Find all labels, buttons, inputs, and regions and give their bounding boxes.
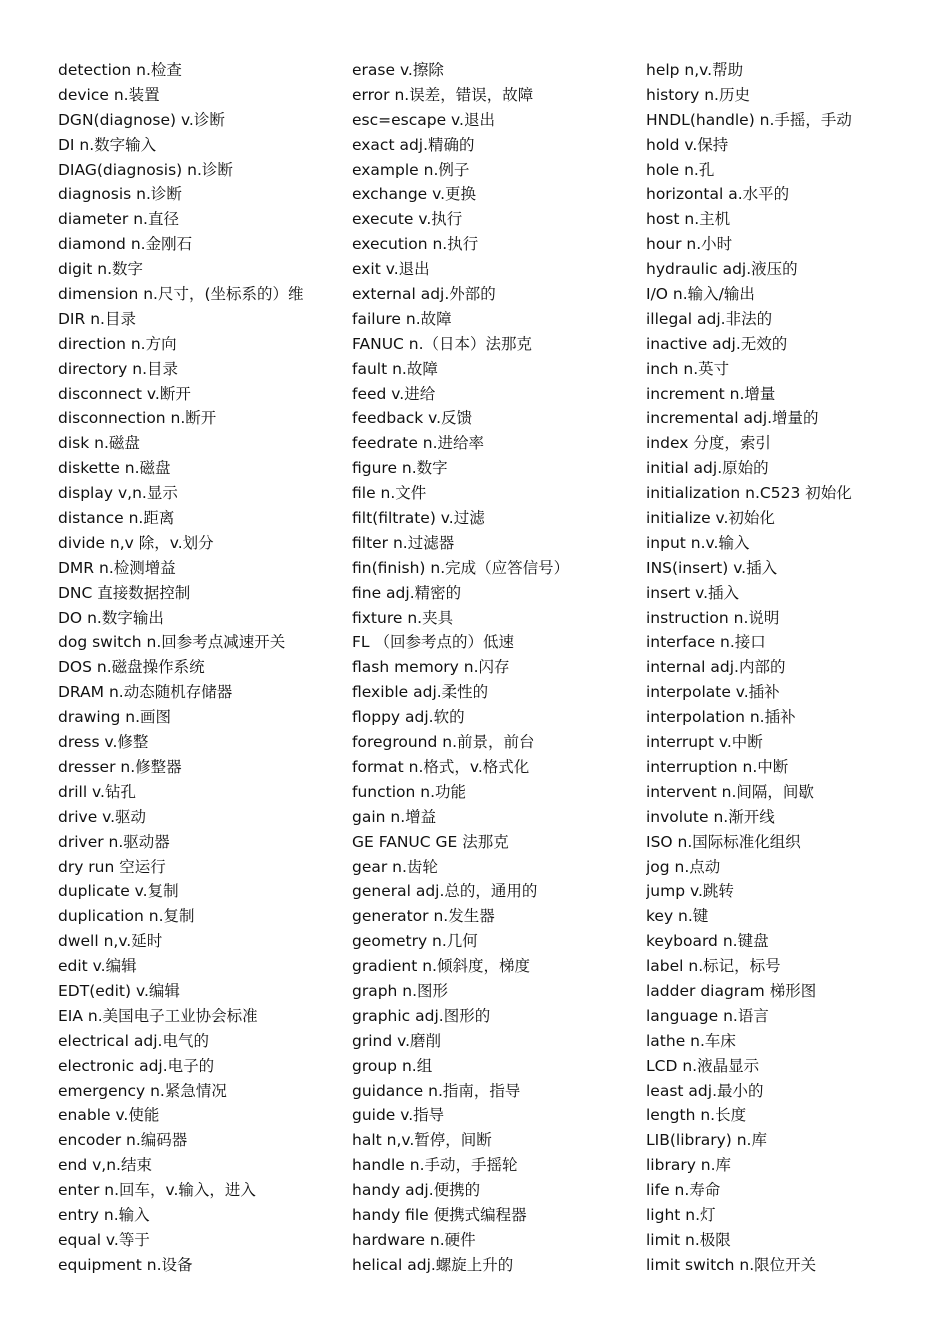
glossary-entry: filt(filtrate) v.过滤 <box>352 509 485 528</box>
glossary-entry: FL （回参考点的）低速 <box>352 633 514 652</box>
glossary-entry: entry n.输入 <box>58 1205 150 1224</box>
glossary-entry: error n.误差，错误，故障 <box>352 85 534 104</box>
glossary-entry: initial adj.原始的 <box>646 459 769 478</box>
glossary-entry: label n.标记，标号 <box>646 957 781 976</box>
glossary-entry: equipment n.设备 <box>58 1255 193 1274</box>
glossary-entry: hold v.保持 <box>646 135 729 154</box>
glossary-entry: LIB(library) n.库 <box>646 1131 767 1150</box>
glossary-entry: HNDL(handle) n.手摇，手动 <box>646 110 852 129</box>
glossary-entry: execution n.执行 <box>352 235 479 254</box>
glossary-entry: dresser n.修整器 <box>58 757 182 776</box>
glossary-entry: execute v.执行 <box>352 210 463 229</box>
glossary-entry: exchange v.更换 <box>352 185 477 204</box>
glossary-entry: enable v.使能 <box>58 1106 160 1125</box>
glossary-entry: function n.功能 <box>352 782 466 801</box>
glossary-entry: digit n.数字 <box>58 260 144 279</box>
glossary-entry: lathe n.车床 <box>646 1031 736 1050</box>
glossary-entry: interruption n.中断 <box>646 757 789 776</box>
glossary-entry: exact adj.精确的 <box>352 135 475 154</box>
glossary-entry: feedback v.反馈 <box>352 409 473 428</box>
glossary-entry: direction n.方向 <box>58 334 177 353</box>
glossary-entry: initialize v.初始化 <box>646 509 775 528</box>
glossary-entry: generator n.发生器 <box>352 907 495 926</box>
glossary-entry: interpolation n.插补 <box>646 708 796 727</box>
glossary-entry: instruction n.说明 <box>646 608 780 627</box>
glossary-entry: fixture n.夹具 <box>352 608 454 627</box>
glossary-entry: light n.灯 <box>646 1205 716 1224</box>
glossary-entry: library n.库 <box>646 1156 732 1175</box>
glossary-entry: GE FANUC GE 法那克 <box>352 832 509 851</box>
glossary-entry: keyboard n.键盘 <box>646 932 769 951</box>
glossary-entry: diamond n.金刚石 <box>58 235 193 254</box>
glossary-entry: hole n.孔 <box>646 160 715 179</box>
glossary-entry: dimension n.尺寸，(坐标系的）维 <box>58 285 304 304</box>
glossary-entry: diskette n.磁盘 <box>58 459 171 478</box>
glossary-entry: ladder diagram 梯形图 <box>646 981 817 1000</box>
glossary-entry: dress v.修整 <box>58 733 149 752</box>
glossary-entry: gradient n.倾斜度，梯度 <box>352 957 530 976</box>
glossary-entry: I/O n.输入/输出 <box>646 285 755 304</box>
glossary-entry: graphic adj.图形的 <box>352 1006 491 1025</box>
glossary-entry: foreground n.前景，前台 <box>352 733 535 752</box>
glossary-entry: host n.主机 <box>646 210 731 229</box>
glossary-entry: limit n.极限 <box>646 1230 731 1249</box>
glossary-entry: DOS n.磁盘操作系统 <box>58 658 205 677</box>
glossary-entry: LCD n.液晶显示 <box>646 1056 760 1075</box>
glossary-entry: figure n.数字 <box>352 459 448 478</box>
glossary-entry: duplicate v.复制 <box>58 882 179 901</box>
glossary-entry: inch n.英寸 <box>646 359 730 378</box>
glossary-entry: handle n.手动，手摇轮 <box>352 1156 518 1175</box>
glossary-entry: hour n.小时 <box>646 235 733 254</box>
glossary-column-3 <box>646 58 934 1278</box>
glossary-entry: gear n.齿轮 <box>352 857 438 876</box>
glossary-entry: horizontal a.水平的 <box>646 185 790 204</box>
glossary-entry: insert v.插入 <box>646 583 740 602</box>
glossary-entry: driver n.驱动器 <box>58 832 170 851</box>
glossary-entry: fine adj.精密的 <box>352 583 462 602</box>
glossary-entry: detection n.检查 <box>58 61 182 79</box>
glossary-entry: key n.键 <box>646 907 709 926</box>
glossary-entry: jump v.跳转 <box>646 882 734 901</box>
glossary-entry: file n.文件 <box>352 484 427 503</box>
glossary-entry: equal v.等于 <box>58 1230 150 1249</box>
glossary-entry: geometry n.几何 <box>352 932 478 951</box>
glossary-entry: DNC 直接数据控制 <box>58 583 191 602</box>
glossary-entry: gain n.增益 <box>352 807 437 826</box>
glossary-entry: guide v.指导 <box>352 1106 445 1125</box>
glossary-entry: electronic adj.电子的 <box>58 1056 215 1075</box>
glossary-entry: grind v.磨削 <box>352 1031 442 1050</box>
glossary-entry: distance n.距离 <box>58 509 175 528</box>
glossary-entry: general adj.总的，通用的 <box>352 882 538 901</box>
glossary-entry: diagnosis n.诊断 <box>58 185 182 204</box>
glossary-entry: input n.v.输入 <box>646 533 750 552</box>
glossary-entry: example n.例子 <box>352 160 470 179</box>
glossary-entry: language n.语言 <box>646 1006 769 1025</box>
glossary-entry: graph n.图形 <box>352 981 449 1000</box>
glossary-entry: format n.格式，v.格式化 <box>352 757 530 776</box>
glossary-entry: EIA n.美国电子工业协会标准 <box>58 1006 258 1025</box>
glossary-entry: handy file 便携式编程器 <box>352 1205 527 1224</box>
glossary-entry: edit v.编辑 <box>58 957 137 976</box>
glossary-entry: electrical adj.电气的 <box>58 1031 209 1050</box>
glossary-entry: floppy adj.软的 <box>352 708 465 727</box>
glossary-entry: drive v.驱动 <box>58 807 147 826</box>
glossary-entry: enter n.回车，v.输入，进入 <box>58 1181 256 1200</box>
glossary-entry: feedrate n.进给率 <box>352 434 485 453</box>
glossary-entry: index 分度，索引 <box>646 434 771 453</box>
glossary-entry: disconnection n.断开 <box>58 409 217 428</box>
glossary-entry: inactive adj.无效的 <box>646 334 788 353</box>
glossary-entry: FANUC n.（日本）法那克 <box>352 334 533 353</box>
glossary-entry: history n.历史 <box>646 85 750 104</box>
glossary-entry: DO n.数字输出 <box>58 608 164 627</box>
glossary-entry: INS(insert) v.插入 <box>646 558 778 577</box>
glossary-entry: dry run 空运行 <box>58 857 166 876</box>
glossary-entry: ISO n.国际标准化组织 <box>646 832 801 851</box>
glossary-entry: fin(finish) n.完成（应答信号） <box>352 558 570 577</box>
glossary-entry: divide n,v 除，v.划分 <box>58 533 214 552</box>
glossary-entry: hydraulic adj.液压的 <box>646 260 798 279</box>
glossary-entry: incremental adj.增量的 <box>646 409 819 428</box>
glossary-entry: dwell n,v.延时 <box>58 932 163 951</box>
glossary-entry: feed v.进给 <box>352 384 436 403</box>
glossary-entry: flexible adj.柔性的 <box>352 683 489 702</box>
glossary-entry: dog switch n.回参考点减速开关 <box>58 633 286 652</box>
glossary-entry: flash memory n.闪存 <box>352 658 510 677</box>
glossary-entry: erase v.擦除 <box>352 61 444 79</box>
glossary-entry: increment n.增量 <box>646 384 776 403</box>
glossary-entry: duplication n.复制 <box>58 907 195 926</box>
glossary-entry: life n.寿命 <box>646 1181 721 1200</box>
glossary-entry: internal adj.内部的 <box>646 658 786 677</box>
glossary-entry: DIR n.目录 <box>58 309 136 328</box>
glossary-entry: length n.长度 <box>646 1106 747 1125</box>
glossary-entry: filter n.过滤器 <box>352 533 455 552</box>
glossary-entry: emergency n.紧急情况 <box>58 1081 227 1100</box>
glossary-entry: hardware n.硬件 <box>352 1230 476 1249</box>
glossary-entry: EDT(edit) v.编辑 <box>58 981 180 1000</box>
glossary-entry: esc=escape v.退出 <box>352 110 495 129</box>
glossary-entry: halt n,v.暂停，间断 <box>352 1131 492 1150</box>
glossary-entry: DRAM n.动态随机存储器 <box>58 683 233 702</box>
glossary-entry: interpolate v.插补 <box>646 683 780 702</box>
glossary-entry: DMR n.检测增益 <box>58 558 176 577</box>
glossary-entry: jog n.点动 <box>646 857 721 876</box>
glossary-entry: initialization n.C523 初始化 <box>646 484 852 503</box>
glossary-entry: group n.组 <box>352 1056 433 1075</box>
glossary-entry: intervent n.间隔，间歇 <box>646 782 814 801</box>
glossary-entry: disconnect v.断开 <box>58 384 191 403</box>
glossary-entry: failure n.故障 <box>352 309 452 328</box>
glossary-entry: device n.装置 <box>58 85 160 104</box>
glossary-entry: handy adj.便携的 <box>352 1181 481 1200</box>
glossary-entry: end v,n.结束 <box>58 1156 152 1175</box>
glossary-entry: DI n.数字输入 <box>58 135 157 154</box>
glossary-entry: diameter n.直径 <box>58 210 179 229</box>
glossary-entry: involute n.渐开线 <box>646 807 775 826</box>
glossary-entry: encoder n.编码器 <box>58 1131 188 1150</box>
glossary-entry: DGN(diagnose) v.诊断 <box>58 110 225 129</box>
glossary-entry: help n,v.帮助 <box>646 61 744 79</box>
glossary-entry: least adj.最小的 <box>646 1081 764 1100</box>
glossary-entry: drill v.钻孔 <box>58 782 136 801</box>
glossary-entry: drawing n.画图 <box>58 708 172 727</box>
glossary-entry: illegal adj.非法的 <box>646 309 773 328</box>
glossary-entry: limit switch n.限位开关 <box>646 1255 817 1274</box>
glossary-entry: fault n.故障 <box>352 359 438 378</box>
glossary-entry: helical adj.螺旋上升的 <box>352 1255 514 1274</box>
glossary-entry: interface n.接口 <box>646 633 766 652</box>
glossary-entry: guidance n.指南，指导 <box>352 1081 521 1100</box>
glossary-entry: external adj.外部的 <box>352 285 496 304</box>
glossary-entry: directory n.目录 <box>58 359 179 378</box>
glossary-entry: DIAG(diagnosis) n.诊断 <box>58 160 233 179</box>
glossary-column-1 <box>58 58 346 1278</box>
glossary-entry: disk n.磁盘 <box>58 434 140 453</box>
glossary-column-2 <box>352 58 640 1278</box>
glossary-entry: display v,n.显示 <box>58 484 178 503</box>
glossary-entry: exit v.退出 <box>352 260 430 279</box>
glossary-entry: interrupt v.中断 <box>646 733 763 752</box>
